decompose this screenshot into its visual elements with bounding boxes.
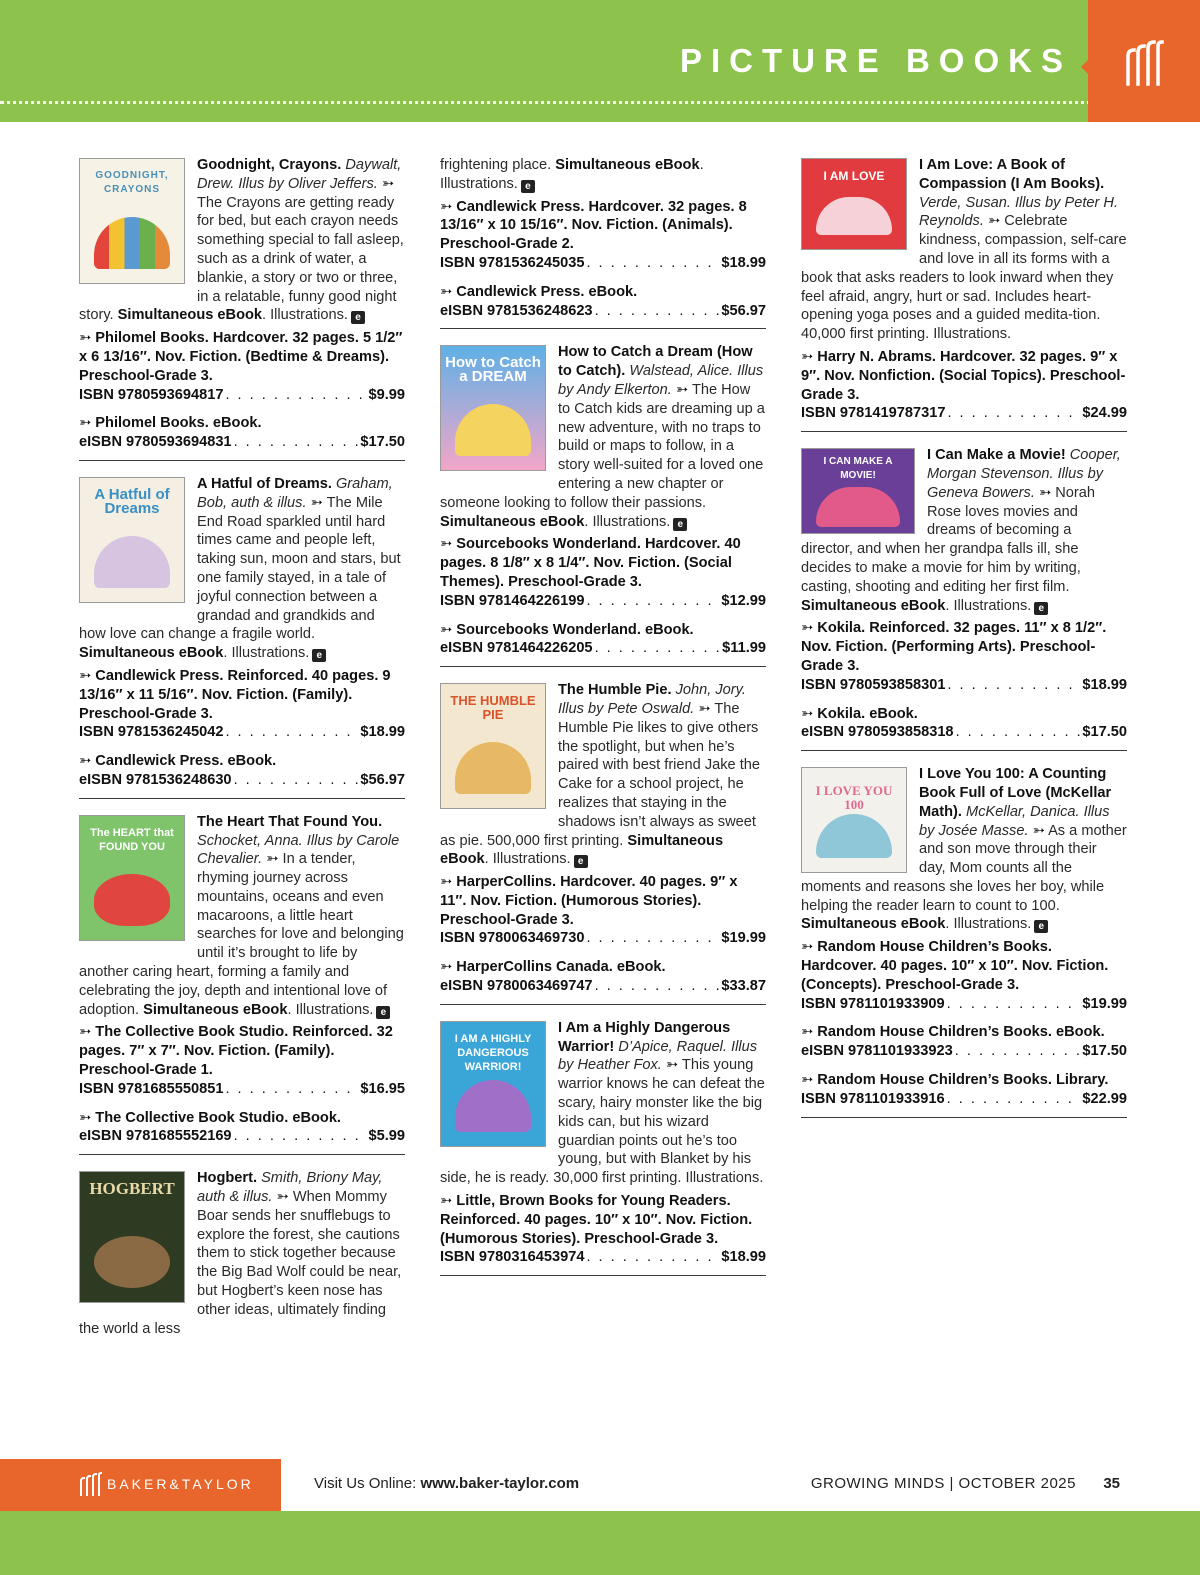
arrow-icon: ➳ [276,1189,289,1206]
book-entry-humble-pie [440,681,766,1005]
format-line [79,1023,405,1079]
book-author: McKellar, Danica. Illus by Josée Masse. [919,803,1110,839]
format-line [440,198,766,254]
eisbn-price-row [801,1042,1127,1061]
cover-illustration [455,742,531,794]
ebook-text: The Collective Book Studio. eBook. [95,1109,341,1126]
eisbn: eISBN 9781685552169 [79,1128,232,1145]
arrow-icon: ➳ [79,330,92,347]
format-line [801,348,1127,404]
book-description: The Heart That Found You. Schocket, Anna. Illus by Carole Chevalier. ➳ In a tender, rhyming journey across mountains, oceans and even macaroons, a little heart searches for love and belonging until it’s brought to life by another caring heart, forming a family and celebrating the joy, depth and intentional love of adoption. Simultaneous eBook. Illustrations. e [79,813,404,1018]
price: $18.99 [721,1249,766,1266]
book-title: Goodnight, Crayons. [197,157,342,173]
book-author: Cooper, Morgan Stevenson. Illus by Geneva Bowers. [927,447,1121,501]
book-summary: When Mommy Boar sends her snufflebugs to explore the forest, she cautions them to stick together because the Big Bad Wolf could be near, but Hogbert’s keen nose has other ideas, ultimately finding the world a less [79,1189,402,1337]
eisbn: eISBN 9780593858318 [801,724,954,741]
eprice: $11.99 [722,640,766,657]
cover-illustration [455,404,531,456]
book-description: I Can Make a Movie! Cooper, Morgan Stevenson. Illus by Geneva Bowers. ➳ Norah Rose loves movies and dreams of becoming a director, and when her grandpa falls ill, she decides to make a movie for him by writing, casting, shooting and editing her first film. Simultaneous eBook. Illustrations. e [801,447,1121,614]
arrow-icon: ➳ [1038,484,1052,501]
column-3 [801,156,1127,1118]
book-entry-hatful-of-dreams [79,475,405,799]
simultaneous-ebook-label: Simultaneous eBook [143,1001,288,1018]
dot-leader [947,995,1081,1014]
book-description: Goodnight, Crayons. Daywalt, Drew. Illus by Oliver Jeffers. ➳ The Crayons are getting ready for bed, but each crayon needs something special to fall asleep, such as a drink of water, a blankie, a story or two or three, in a relatable, funny good night story. Simultaneous eBook. Illustrations. e [79,157,404,324]
book-cover-image[interactable] [440,683,546,809]
ebook-text: Candlewick Press. eBook. [456,283,638,300]
arrow-icon: ➳ [266,851,279,868]
arrow-icon: ➳ [698,700,711,717]
format-text: Random House Children’s Books. Hardcover. 40 pages. 10″ x 10″. Nov. Fiction. (Concepts). Preschool-Grade 3. [801,939,1109,993]
book-entry-heart-that-found-you [79,813,405,1156]
format-text: The Collective Book Studio. Reinforced. 32 pages. 7″ x 7″. Nov. Fiction. (Family). Preschool-Grade 1. [79,1024,393,1079]
book-author: Walstead, Alice. Illus by Andy Elkerton. [558,363,764,398]
cover-title: I AM A HIGHLY DANGEROUS WARRIOR! [454,1032,532,1073]
eisbn-price-row [440,977,766,996]
isbn: ISBN 9781101933909 [801,995,945,1012]
cover-illustration [816,814,892,858]
dot-leader [595,302,720,321]
cover-title: THE HUMBLE PIE [450,693,536,723]
cover-title: I CAN MAKE A MOVIE! [823,456,893,482]
eprice: $56.97 [360,771,405,788]
book-summary: frightening place. [440,157,552,173]
isbn-price-row [801,676,1127,695]
format-text: Candlewick Press. Hardcover. 32 pages. 8 13/16″ x 10 15/16″. Nov. Fiction. (Animals). Preschool-Grade 2. [440,198,747,253]
dot-leader [586,592,719,611]
arrow-icon: ➳ [801,705,814,722]
dot-leader [947,404,1080,423]
simultaneous-ebook-label: Simultaneous eBook [801,597,946,614]
format-line [79,329,405,385]
arrow-icon: ➳ [310,494,323,511]
ebook-icon: e [521,180,535,193]
ebook-text: Random House Children’s Books. eBook. [817,1024,1105,1041]
eisbn: eISBN 9781536248623 [440,302,593,319]
bottom-band [0,1511,1200,1575]
baker-taylor-logo-icon [1088,0,1200,122]
isbn: ISBN 9780063469730 [440,930,585,947]
cover-title: I LOVE YOU 100 [815,783,893,813]
book-author: Schocket, Anna. Illus by Carole Chevalier. [197,832,400,868]
price: $18.99 [721,254,766,271]
dot-leader [225,723,358,742]
price: $18.99 [360,724,405,741]
ebook-line [79,1109,405,1128]
dot-leader [225,386,366,405]
eisbn-price-row [801,723,1127,742]
cover-title: A Hatful of Dreams [94,485,170,517]
book-author: D’Apice, Raquel. Illus by Heather Fox. [558,1038,757,1074]
ebook-icon: e [673,518,687,531]
dot-leader [586,929,719,948]
isbn-price-row [79,386,405,405]
dot-leader [947,676,1080,695]
book-title: I Love You 100: A Counting Book Full of Love (McKellar Math). [919,766,1112,820]
isbn: ISBN 9781419787317 [801,405,946,422]
cover-illustration [816,487,900,527]
column-2 [440,156,766,1276]
arrow-icon: ➳ [801,939,814,956]
book-cover-image[interactable] [801,448,915,534]
arrow-icon: ➳ [801,620,814,637]
eisbn: eISBN 9781536248630 [79,771,232,788]
illustrations-label: Illustrations. [953,597,1032,614]
book-author: Smith, Briony May, auth & illus. [197,1170,383,1206]
book-summary: The Mile End Road sparkled until hard times came and people left, taking sun, moon and stars, but one family stayed, in a tale of joyful connection between a grandad and grandkids and how love can change a fragile world. [79,494,401,643]
book-cover-image[interactable] [801,767,907,873]
book-cover-image[interactable] [801,158,907,250]
book-title: Hogbert. [197,1170,257,1187]
baker-taylor-logo-icon [78,1471,102,1497]
ebook-line [440,621,766,640]
eisbn-price-row [79,1127,405,1146]
isbn: ISBN 9781685550851 [79,1080,224,1097]
dot-leader [947,1090,1081,1109]
website-link[interactable]: www.baker-taylor.com [420,1475,580,1492]
book-entry-hogbert-continued [440,156,766,329]
cover-title: I AM LOVE [823,169,885,183]
ebook-text: HarperCollins Canada. eBook. [456,959,666,976]
format-line [440,873,766,929]
book-title: The Humble Pie. [558,682,672,699]
library-isbn-price-row [801,1090,1127,1109]
book-cover-image[interactable] [79,815,185,941]
dot-leader [595,639,721,658]
arrow-icon: ➳ [801,348,814,365]
eisbn: eISBN 9781101933923 [801,1043,953,1060]
book-summary: In a tender, rhyming journey across mountains, oceans and even macaroons, a little heart searches for love and belonging until it’s brought to life by another caring heart, forming a family and celebrating the joy, depth and intentional love of adoption. [79,851,404,1018]
price: $9.99 [368,386,405,403]
arrow-icon: ➳ [79,415,92,432]
arrow-icon: ➳ [801,1072,814,1089]
arrow-icon: ➳ [801,1024,814,1041]
book-summary: The How to Catch kids are dreaming up a new adventure, with no traps to build or maps to follow, in a story well-suited for a loved one entering a new chapter or someone looking to follow their passions. [440,381,765,511]
book-title: I Am Love: A Book of Compassion (I Am Books). [919,157,1105,192]
simultaneous-ebook-label: Simultaneous eBook [440,513,585,530]
book-summary: As a mother and son move through their day, Mom counts all the moments and reasons she loves her boy, while helping the reader learn to count to 100. [801,822,1127,914]
book-entry-highly-dangerous-warrior [440,1019,766,1276]
format-text: Kokila. Reinforced. 32 pages. 11″ x 8 1/2″. Nov. Fiction. (Performing Arts). Preschool-Grade 3. [801,620,1107,674]
simultaneous-ebook-label: Simultaneous eBook [801,916,946,933]
format-line [440,1192,766,1248]
book-entry-i-love-you-100 [801,765,1127,1118]
arrow-icon: ➳ [79,667,92,684]
book-entry-hogbert [79,1169,405,1338]
dot-leader [586,1248,719,1267]
book-author: Graham, Bob, auth & illus. [197,475,393,511]
page-footer [0,1459,1200,1511]
book-title: I Am a Highly Dangerous Warrior! [558,1019,731,1055]
eprice: $17.50 [1082,1043,1127,1060]
ebook-text: Kokila. eBook. [817,705,918,722]
eprice: $17.50 [1082,724,1127,741]
eprice: $5.99 [368,1128,405,1145]
isbn-price-row [79,723,405,742]
cover-illustration [816,197,892,235]
arrow-icon: ➳ [675,381,689,398]
ebook-line [801,1023,1127,1042]
eisbn-price-row [79,433,405,452]
arrow-icon: ➳ [440,198,453,215]
isbn: ISBN 9780593858301 [801,676,946,693]
ebook-line [440,283,766,302]
isbn-price-row [440,1248,766,1267]
library-line [801,1071,1127,1090]
isbn-price-row [440,254,766,273]
ebook-text: Sourcebooks Wonderland. eBook. [456,621,694,638]
price: $24.99 [1082,405,1127,422]
dot-leader [586,254,719,273]
illustrations-label: Illustrations. [492,851,571,868]
book-entry-i-am-love [801,156,1127,432]
book-title: A Hatful of Dreams. [197,475,332,492]
arrow-icon: ➳ [440,536,453,553]
book-cover-image[interactable] [79,158,185,284]
ebook-line [801,705,1127,724]
arrow-icon: ➳ [440,621,453,638]
book-title: I Can Make a Movie! [927,447,1066,464]
book-cover-image[interactable] [440,1021,546,1147]
book-summary: The Crayons are getting ready for bed, but each crayon needs something special to fall asleep, such as a drink of water, a blankie, a story or two or three, in a relatable, funny good night story. [79,194,404,324]
price: $12.99 [721,592,766,609]
dot-leader [955,1042,1081,1061]
simultaneous-ebook-label: Simultaneous eBook [555,157,700,173]
illustrations-label: Illustrations. [295,1001,374,1018]
format-line [440,535,766,591]
isbn: ISBN 9781536245035 [440,254,585,271]
ebook-line [79,752,405,771]
library-isbn: ISBN 9781101933916 [801,1090,945,1107]
book-summary: The Humble Pie likes to give others the spotlight, but when he’s paired with best friend Jake the Cake for a school project, he realizes that staying in the shadows isn’t always as sweet as pie. 500,000 first printing. [440,700,760,849]
visit-label: Visit Us Online: [314,1475,417,1492]
library-price: $22.99 [1082,1090,1127,1107]
dot-leader [225,1080,358,1099]
arrow-icon: ➳ [440,959,453,976]
isbn-price-row [801,404,1127,423]
eprice: $56.97 [721,302,766,319]
book-entry-how-to-catch-a-dream [440,343,766,667]
book-summary: This young warrior knows he can defeat the scary, hairy monster like the big kids can, but his wizard guardian points out he’s too young, but with Blanket by his side, he is ready. 30,000 first printing. Illustrations. [440,1057,765,1187]
ebook-text: Philomel Books. eBook. [95,415,262,432]
book-cover-image[interactable] [440,345,546,471]
cover-illustration [455,1080,531,1132]
eprice: $33.87 [721,978,766,995]
illustrations-label: Illustrations. [953,916,1032,933]
dot-leader [956,723,1081,742]
isbn-price-row [801,995,1127,1014]
dot-leader [234,433,359,452]
book-summary: Norah Rose loves movies and dreams of becoming a director, and when her grandpa falls ill, she decides to make a movie for him by writing, casting, shooting and editing her first film. [801,484,1095,595]
eisbn-price-row [440,639,766,658]
ebook-icon: e [574,855,588,868]
arrow-icon: ➳ [440,874,453,891]
book-cover-image[interactable] [79,1171,185,1303]
book-description: I Love You 100: A Counting Book Full of Love (McKellar Math). McKellar, Danica. Illus by Josée Masse. ➳ As a mother and son move through their day, Mom counts all the moments and reasons she loves her boy, while helping the reader learn to count to 100. Simultaneous eBook. Illustrations. e [801,766,1127,933]
arrow-icon: ➳ [440,283,453,300]
page-header [0,0,1200,122]
cover-title: The HEART that FOUND YOU [90,826,174,853]
cover-illustration [94,874,170,926]
isbn: ISBN 9781536245042 [79,724,224,741]
isbn: ISBN 9780593694817 [79,386,224,403]
arrow-icon: ➳ [440,1193,453,1210]
book-description: How to Catch a Dream (How to Catch). Walstead, Alice. Illus by Andy Elkerton. ➳ The How to Catch kids are dreaming up a new adventure, with no traps to build or maps to follow, in a story well-suited for a loved one entering a new chapter or someone looking to follow their passions. Simultaneous eBook. Illustrations. e [440,344,765,530]
format-line [801,619,1127,675]
ebook-icon: e [376,1006,390,1019]
simultaneous-ebook-label: Simultaneous eBook [79,645,224,662]
eprice: $17.50 [360,434,405,451]
ebook-icon: e [1034,920,1048,933]
section-title: PICTURE BOOKS [679,42,1072,79]
ebook-icon: e [351,311,365,324]
arrow-icon: ➳ [665,1057,679,1074]
eisbn-price-row [79,771,405,790]
book-author: Daywalt, Drew. Illus by Oliver Jeffers. [197,157,402,192]
book-author: Verde, Susan. Illus by Peter H. Reynolds. [919,194,1119,230]
isbn-price-row [79,1080,405,1099]
book-entry-i-can-make-a-movie [801,446,1127,751]
cover-title: GOODNIGHT, CRAYONS [95,170,169,195]
price: $19.99 [721,930,766,947]
eisbn: eISBN 9781464226205 [440,640,593,657]
eisbn: eISBN 9780593694831 [79,434,232,451]
cover-title: HOGBERT [89,1179,175,1199]
format-text: Sourcebooks Wonderland. Hardcover. 40 pages. 8 1/8″ x 8 1/4″. Nov. Fiction. (Social Themes). Preschool-Grade 3. [440,536,741,590]
arrow-icon: ➳ [987,213,1001,230]
book-title: How to Catch a Dream (How to Catch). [558,344,753,380]
arrow-icon: ➳ [79,1024,92,1041]
simultaneous-ebook-label: Simultaneous eBook [440,832,724,868]
ebook-line [79,414,405,433]
isbn-price-row [440,929,766,948]
format-text: Candlewick Press. Reinforced. 40 pages. 9 13/16″ x 11 5/16″. Nov. Fiction. (Family). Preschool-Grade 3. [79,667,391,722]
dot-leader [595,977,720,996]
format-text: Harry N. Abrams. Hardcover. 32 pages. 9″ x 9″. Nov. Nonfiction. (Social Topics). Preschool-Grade 3. [801,348,1126,403]
price: $18.99 [1082,676,1127,693]
dot-leader [234,771,359,790]
price: $19.99 [1082,995,1127,1012]
footer-brand-name: BAKER&TAYLOR [107,1476,254,1492]
arrow-icon: ➳ [1032,822,1045,839]
cover-title: How to Catch a DREAM [445,354,541,386]
arrow-icon: ➳ [79,753,92,770]
book-cover-image[interactable] [79,477,185,603]
format-line [801,938,1127,994]
isbn: ISBN 9780316453974 [440,1249,585,1266]
tab-notch [1081,60,1088,74]
column-1 [79,156,405,1338]
ebook-icon: e [312,649,326,662]
book-description: A Hatful of Dreams. Graham, Bob, auth & illus. ➳ The Mile End Road sparkled until hard times came and people left, taking sun, moon and stars, but one family stayed, in a tale of joyful connection between a grandad and grandkids and how love can change a fragile world. Simultaneous eBook. Illustrations. e [79,475,401,662]
header-logo-tab [1088,0,1200,122]
eisbn: eISBN 9780063469747 [440,978,593,995]
format-text: HarperCollins. Hardcover. 40 pages. 9″ x 11″. Nov. Fiction. (Humorous Stories). Preschool-Grade 3. [440,874,738,928]
book-title: The Heart That Found You. [197,813,383,830]
arrow-icon: ➳ [79,1109,92,1126]
arrow-icon: ➳ [381,175,395,192]
footer-issue: GROWING MINDS | OCTOBER 2025 [810,1475,1076,1492]
isbn: ISBN 9781464226199 [440,592,585,609]
header-dotted-rule [0,101,1200,104]
illustrations-label: Illustrations. [270,307,348,324]
book-description: The Humble Pie. John, Jory. Illus by Pete Oswald. ➳ The Humble Pie likes to give others the spotlight, but when he’s paired with best friend Jake the Cake for a school project, he realizes that staying in the shadows isn’t always as sweet as pie. 500,000 first printing. Simultaneous eBook. Illustrations. e [440,682,760,868]
book-entry-goodnight-crayons [79,156,405,461]
book-description: frightening place. Simultaneous eBook. Illustrations. e [440,157,704,192]
footer-visit [314,1475,579,1492]
ebook-text: Candlewick Press. eBook. [95,753,277,770]
ebook-icon: e [1034,602,1048,615]
page-number: 35 [1103,1475,1120,1492]
simultaneous-ebook-label: Simultaneous eBook [117,307,263,324]
format-text: Little, Brown Books for Young Readers. Reinforced. 40 pages. 10″ x 10″. Nov. Fiction. (Humorous Stories). Preschool-Grade 3. [440,1193,753,1247]
book-summary: Celebrate kindness, compassion, self-care and love in all its forms with a book that asks readers to look inward when they feel afraid, angry, hurt or sad. Includes heart-opening yoga poses and a guided medita-tion. 40,000 first printing. Illustrations. [801,213,1127,343]
isbn-price-row [440,592,766,611]
cover-illustration [94,217,170,269]
illustrations-label: Illustrations. [592,513,671,530]
format-text: Philomel Books. Hardcover. 32 pages. 5 1/2″ x 6 13/16″. Nov. Fiction. (Bedtime & Dreams). Preschool-Grade 3. [79,330,403,384]
book-author: John, Jory. Illus by Pete Oswald. [558,682,746,717]
price: $16.95 [360,1080,405,1097]
format-line [79,667,405,723]
library-text: Random House Children’s Books. Library. [817,1072,1109,1089]
ebook-line [440,958,766,977]
cover-illustration [94,536,170,588]
illustrations-label: Illustrations. [231,645,310,662]
footer-brand-block [0,1459,281,1511]
cover-illustration [94,1236,170,1288]
dot-leader [234,1127,367,1146]
illustrations-label: Illustrations. [440,175,518,192]
eisbn-price-row [440,302,766,321]
